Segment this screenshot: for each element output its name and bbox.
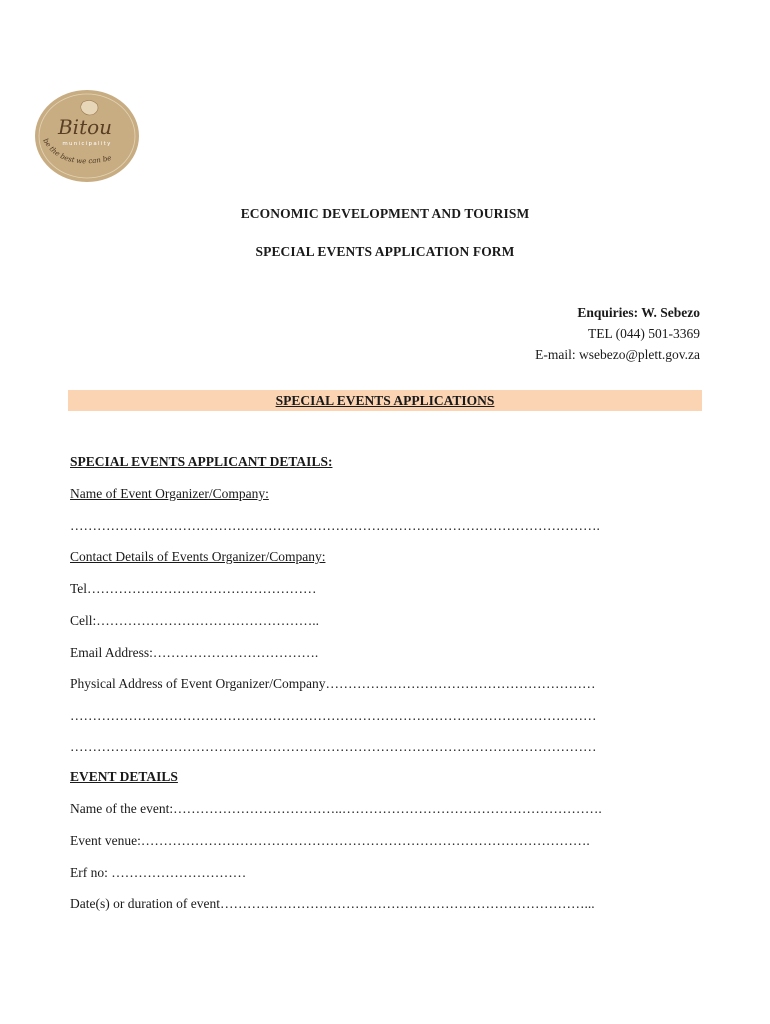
department-heading: ECONOMIC DEVELOPMENT AND TOURISM	[240, 206, 530, 221]
email-field[interactable]: Email Address:……………………………….	[70, 645, 319, 660]
organizer-name-label: Name of Event Organizer/Company:	[70, 486, 269, 501]
organizer-name-field[interactable]: ……………………………………………………………………………………………………….	[70, 518, 600, 533]
cell-field[interactable]: Cell:…………………………………………..	[70, 613, 319, 628]
contact-details-label: Contact Details of Events Organizer/Company:	[70, 549, 326, 564]
enquiries-contact: Enquiries: W. Sebezo	[577, 305, 700, 320]
contact-email: E-mail: wsebezo@plett.gov.za	[535, 347, 700, 362]
address-line-3[interactable]: ………………………………………………………………………………………………………	[70, 739, 597, 754]
event-section-title: EVENT DETAILS	[70, 769, 178, 784]
contact-block	[535, 302, 700, 365]
logo-name: Bitou	[57, 115, 113, 139]
logo-subtitle: municipality	[62, 141, 112, 147]
applicant-section-title: SPECIAL EVENTS APPLICANT DETAILS:	[70, 454, 333, 469]
physical-address-field[interactable]: Physical Address of Event Organizer/Company……………………………………………………	[70, 676, 596, 691]
section-banner: SPECIAL EVENTS APPLICATIONS	[68, 390, 702, 411]
event-date-field[interactable]: Date(s) or duration of event………………………………………………………………………...	[70, 896, 595, 911]
event-name-field[interactable]: Name of the event:………………………………..………………………………………………….	[70, 801, 602, 816]
address-line-2[interactable]: ………………………………………………………………………………………………………	[70, 708, 597, 723]
erf-number-field[interactable]: Erf no: …………………………	[70, 865, 247, 880]
contact-telephone: TEL (044) 501-3369	[588, 326, 700, 341]
form-title: SPECIAL EVENTS APPLICATION FORM	[255, 244, 515, 259]
tel-field[interactable]: Tel……………………………………………	[70, 581, 317, 596]
bitou-municipality-logo	[33, 88, 141, 184]
logo-tagline: be the best we can be	[41, 137, 113, 166]
event-venue-field[interactable]: Event venue:……………………………………………………………………………………….	[70, 833, 590, 848]
